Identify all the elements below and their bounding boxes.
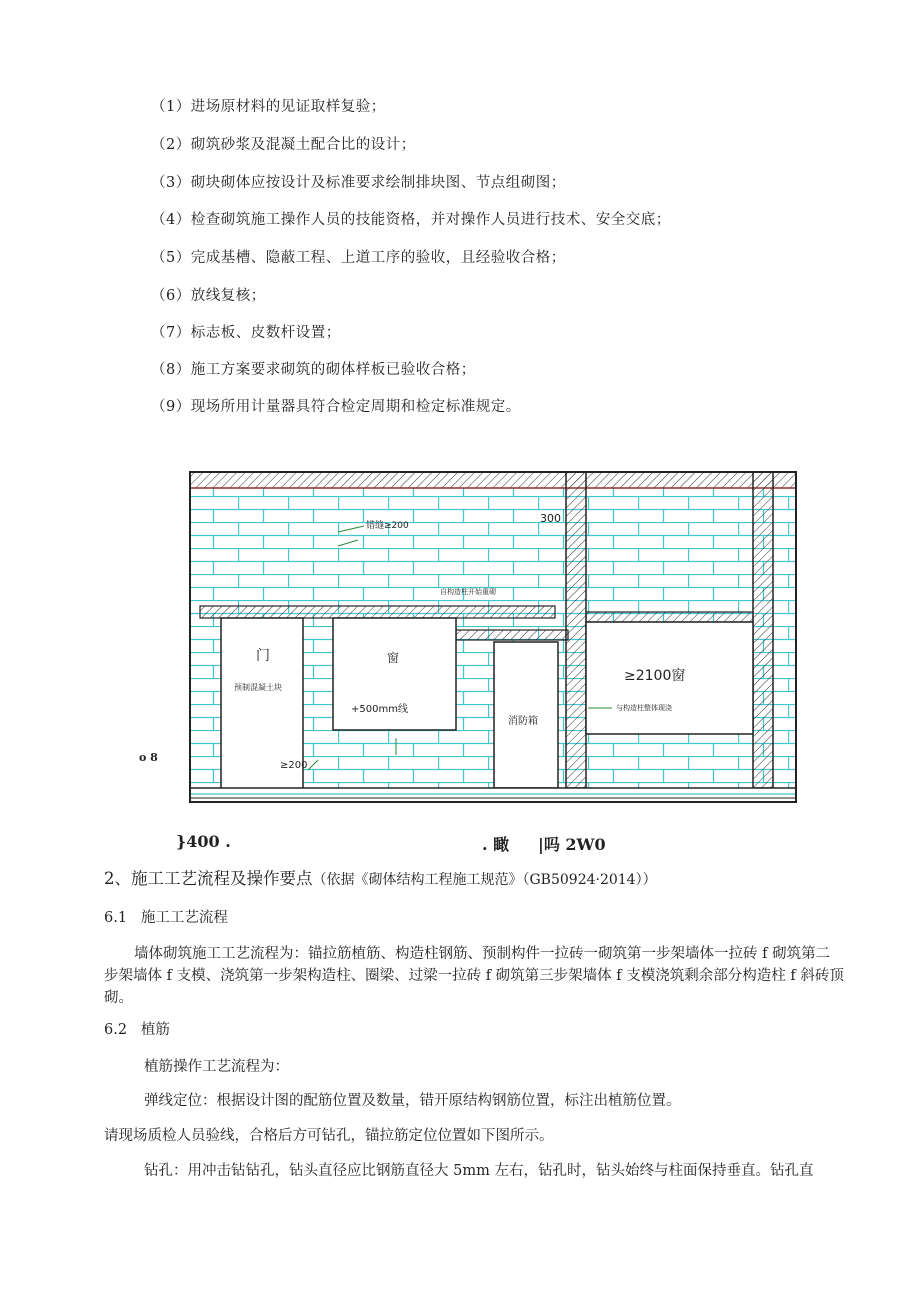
list-item: （6）放线复核； [151,288,266,304]
label-precast: 预制混凝土块 [234,683,282,692]
process-text: 墙体砌筑施工工艺流程为：锚拉筋植筋、构造柱钢筋、预制构件一拉砖一砌筑第一步架墙体一拉砖 f 砌筑第二步架墙体 f 支模、浇筑第一步架构造柱、圈梁、过梁一拉砖 f 砌筑第三步架墙体 f 支模浇筑剩余部分构造柱 f 斜砖顶砌。 [104,946,844,1006]
section-ref: （依据《砌体结构工程施工规范》（GB50924·2014）） [312,872,657,888]
label-col: 与构造柱整体现浇 [616,704,672,712]
label-200: ≥200 [280,760,308,771]
label-2100: ≥2100窗 [624,668,686,684]
list-item: （9）现场所用计量器具符合检定周期和检定标准规定。 [151,399,521,415]
paragraph-line: 弹线定位：根据设计图的配筋位置及数量，错开原结构钢筋位置，标注出植筋位置。 [144,1093,681,1109]
label-fire: 消防箱 [508,716,538,727]
masonry-wall-diagram [188,470,798,805]
label-door: 门 [256,648,270,664]
list-item: （2）砌筑砂浆及混凝土配合比的设计； [151,137,416,153]
label-300: 300 [540,512,561,525]
list-item: （7）标志板、皮数杆设置； [151,325,341,341]
dim-left: }400 . [176,832,231,851]
list-item: （4）检查砌筑施工操作人员的技能资格，并对操作人员进行技术、安全交底； [151,212,671,228]
paragraph-line: 请现场质检人员验线，合格后方可钻孔，锚拉筋定位位置如下图所示。 [104,1128,554,1144]
label-window: 窗 [387,651,400,665]
list-item: （8）施工方案要求砌筑的砌体样板已验收合格； [151,362,476,378]
subsection-title: 施工工艺流程 [140,910,228,926]
subsection-title: 植筋 [140,1022,170,1038]
paragraph-line: 钻孔：用冲击钻钻孔，钻头直径应比钢筋直径大 5mm 左右，钻孔时，钻头始终与柱面保持垂直。钻孔直 [144,1163,814,1179]
list-item: （1）进场原材料的见证取样复验； [151,99,386,115]
paragraph-line: 植筋操作工艺流程为： [144,1059,289,1075]
subsection-6-1 [104,906,228,927]
subsection-6-2 [104,1018,170,1039]
label-start: 自构造柱开始重砌 [440,588,496,596]
list-item: （5）完成基槽、隐蔽工程、上道工序的验收，且经验收合格； [151,250,566,266]
section-heading [104,865,657,889]
process-paragraph [104,943,844,1009]
label-overlap: 错缝≥200 [366,521,409,531]
dim-mid: . 瞰 [482,835,510,854]
dim-right: |吗 2W0 [538,835,606,854]
subsection-num: 6.1 [104,910,128,926]
side-tag: o 8 [139,751,158,764]
label-500: +500mm线 [351,704,408,715]
list-item: （3）砌块砌体应按设计及标准要求绘制排块图、节点组砌图； [151,175,566,191]
section-title: 2、施工工艺流程及操作要点 [104,869,313,888]
subsection-num: 6.2 [104,1022,128,1038]
